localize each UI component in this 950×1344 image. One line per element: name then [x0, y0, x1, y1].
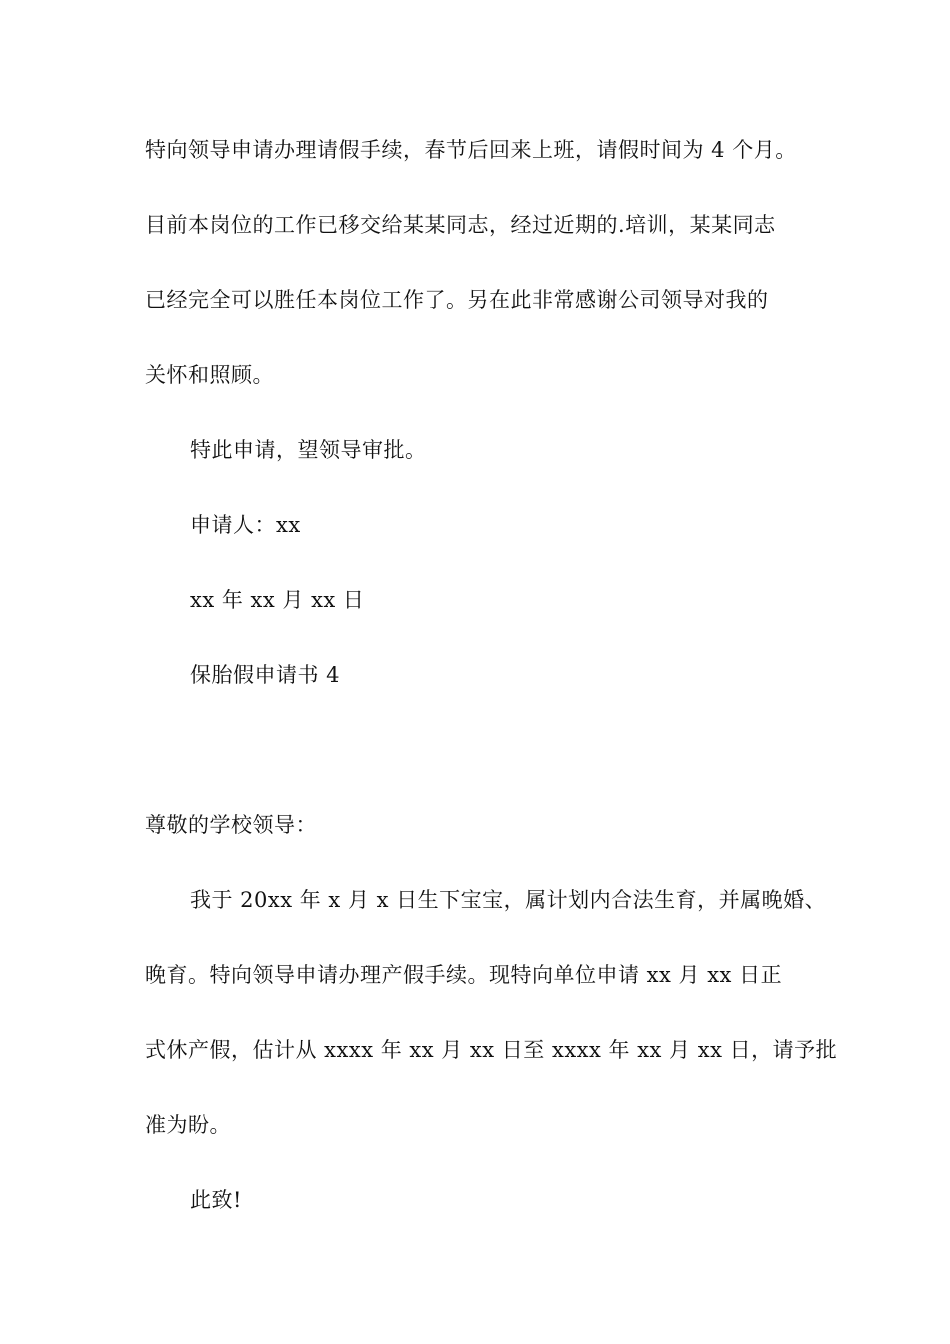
applicant-signature: 申请人：xx [190, 513, 301, 537]
closing-phrase: 此致! [190, 1188, 242, 1212]
paragraph-line: 晚育。特向领导申请办理产假手续。现特向单位申请 xx 月 xx 日正 [145, 963, 783, 987]
section-title: 保胎假申请书 4 [190, 663, 341, 687]
date-line: xx 年 xx 月 xx 日 [190, 588, 365, 612]
paragraph-line: 已经完全可以胜任本岗位工作了。另在此非常感谢公司领导对我的 [145, 288, 769, 312]
paragraph-line: 式休产假，估计从 xxxx 年 xx 月 xx 日至 xxxx 年 xx 月 xx 日，请予批 [145, 1038, 838, 1062]
paragraph-line: 准为盼。 [145, 1113, 231, 1137]
paragraph-line: 目前本岗位的工作已移交给某某同志，经过近期的.培训，某某同志 [145, 213, 776, 237]
salutation: 尊敬的学校领导： [145, 813, 317, 837]
paragraph-line: 特向领导申请办理请假手续，春节后回来上班，请假时间为 4 个月。 [145, 138, 797, 162]
paragraph-line: 我于 20xx 年 x 月 x 日生下宝宝，属计划内合法生育，并属晚婚、 [190, 888, 827, 912]
paragraph-line: 关怀和照顾。 [145, 363, 274, 387]
closing-request: 特此申请，望领导审批。 [190, 438, 427, 462]
